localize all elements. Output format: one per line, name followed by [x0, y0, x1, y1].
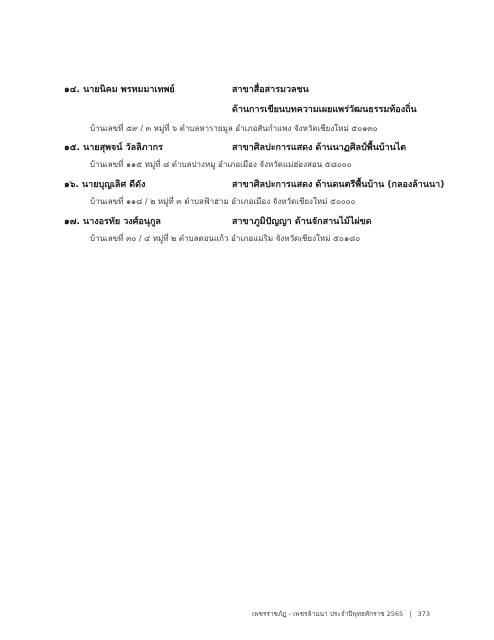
- footer-separator: |: [409, 610, 412, 618]
- entry-14-branch-line1: สาขาสื่อสารมวลชน: [232, 85, 309, 95]
- entry-15-address: บ้านเลขที่ ๑๑๕ หมู่ที่ ๘ ตำบลปางหมู อำเภอเมือง จังหวัดแม่ฮ่องสอน ๕๘๐๐๐: [90, 160, 352, 169]
- entry-15-heading: [64, 140, 163, 154]
- entry-17-address: บ้านเลขที่ ๓๐ / ๔ หมู่ที่ ๒ ตำบลดอนแก้ว อำเภอแม่ริม จังหวัดเชียงใหม่ ๕๐๑๘๐: [90, 234, 361, 243]
- entry-number: ๑๗.: [64, 217, 80, 227]
- entry-15-branch-line1: สาขาศิลปะการแสดง ด้านนาฏศิลป์พื้นบ้านไต: [232, 143, 407, 153]
- entry-14-heading: [64, 82, 175, 96]
- entry-name: นายบุญเลิศ ดีดัง: [82, 180, 146, 190]
- entry-14-address: บ้านเลขที่ ๕๙ / ๓ หมู่ที่ ๖ ตำบลหารายมูล อำเภอสันกำแพง จังหวัดเชียงใหม่ ๕๐๑๓๐: [90, 124, 378, 133]
- entry-16-branch-line1: สาขาศิลปะการแสดง ด้านดนตรีพื้นบ้าน (กลองล้านนา): [232, 180, 445, 190]
- entry-name: นายสุพจน์ วัลลิภากร: [83, 143, 163, 153]
- entry-name: นางอรทัย วงศ์อนุกูล: [83, 217, 161, 227]
- entry-16-heading: [64, 177, 145, 191]
- entry-14-branch-line2: ด้านการเขียนบทความเผยแพร่วัฒนธรรมท้องถิ่น: [232, 105, 417, 115]
- page-number: 373: [417, 610, 430, 618]
- page-footer: [252, 609, 430, 619]
- entry-17-heading: [64, 214, 161, 228]
- entry-16-address: บ้านเลขที่ ๑๑๘ / ๒ หมู่ที่ ๓ ตำบลฟ้าฮ่าม อำเภอเมือง จังหวัดเชียงใหม่ ๕๐๐๐๐: [90, 197, 356, 206]
- entry-number: ๑๖.: [64, 180, 79, 190]
- entry-17-branch-line1: สาขาภูมิปัญญา ด้านจักสานไม้ไผ่ขด: [232, 217, 372, 227]
- entry-name: นายนิคม พรหมมาเทพย์: [83, 85, 175, 95]
- entry-number: ๑๕.: [64, 143, 80, 153]
- entry-number: ๑๔.: [64, 85, 80, 95]
- footer-publication: เพชรราชภัฏ - เพชรล้านนา ประจำปีพุทธศักราช 2565: [252, 610, 404, 618]
